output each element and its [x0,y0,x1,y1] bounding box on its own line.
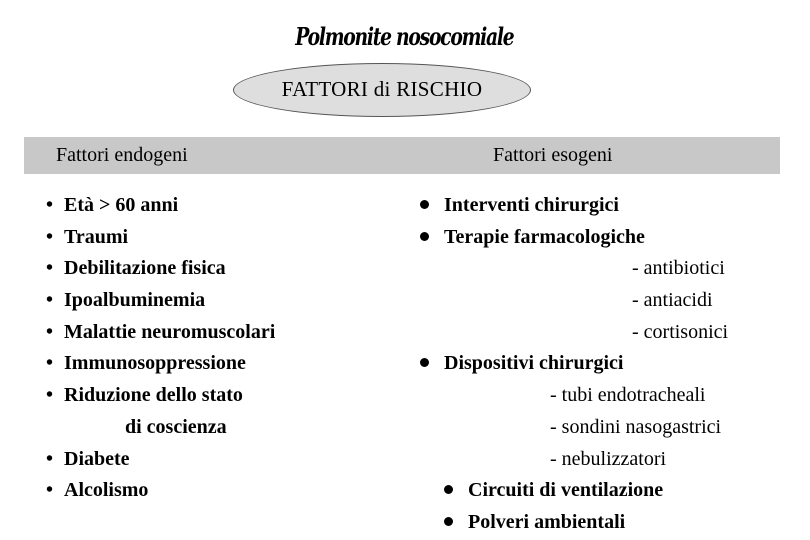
dot-bullet-icon [420,358,429,367]
bullet: • [46,447,54,470]
list-item: Interventi chirurgici [420,190,728,222]
exogenous-list [420,190,728,539]
risk-factors-label: FATTORI di RISCHIO [281,76,483,101]
list-item: • Immunosoppressione [46,348,275,380]
bullet: • [46,257,54,280]
list-item: • Riduzione dello stato [46,380,275,412]
list-item: Terapie farmacologiche [420,222,728,254]
list-item: • Età > 60 anni [46,190,275,222]
bullet: • [46,225,54,248]
bullet: • [46,289,54,312]
dot-bullet-icon [444,517,453,526]
list-item-continuation: di coscienza [125,415,227,438]
dot-bullet-icon [444,485,453,494]
list-item: Dispositivi chirurgici [420,348,728,380]
sub-item: - nebulizzatori [550,447,667,470]
exogenous-heading: Fattori esogeni [493,144,613,166]
list-item: • Diabete [46,444,275,476]
dot-bullet-icon [420,232,429,241]
bullet: • [46,352,54,375]
sub-item: - antiacidi [632,289,713,312]
endogenous-heading: Fattori endogeni [56,144,188,166]
list-item: Circuiti di ventilazione [420,475,728,507]
page-title: Polmonite nosocomiale [295,22,514,51]
bullet: • [46,194,54,216]
list-item: • Traumi [46,222,275,254]
sub-item: - cortisonici [632,320,729,343]
risk-factors-oval [233,63,531,117]
list-item: • Debilitazione fisica [46,253,275,285]
list-item: Polveri ambientali [420,507,728,539]
list-item: • Malattie neuromuscolari [46,317,275,349]
bullet: • [46,384,54,407]
bullet: • [46,320,54,343]
dot-bullet-icon [420,200,429,209]
list-item: • Alcolismo [46,475,275,507]
sub-item: - tubi endotracheali [550,384,706,407]
bullet: • [46,479,54,502]
sub-item: - sondini nasogastrici [550,415,722,438]
list-item: • Ipoalbuminemia [46,285,275,317]
endogenous-list [46,190,275,507]
sub-item: - antibiotici [632,257,725,280]
